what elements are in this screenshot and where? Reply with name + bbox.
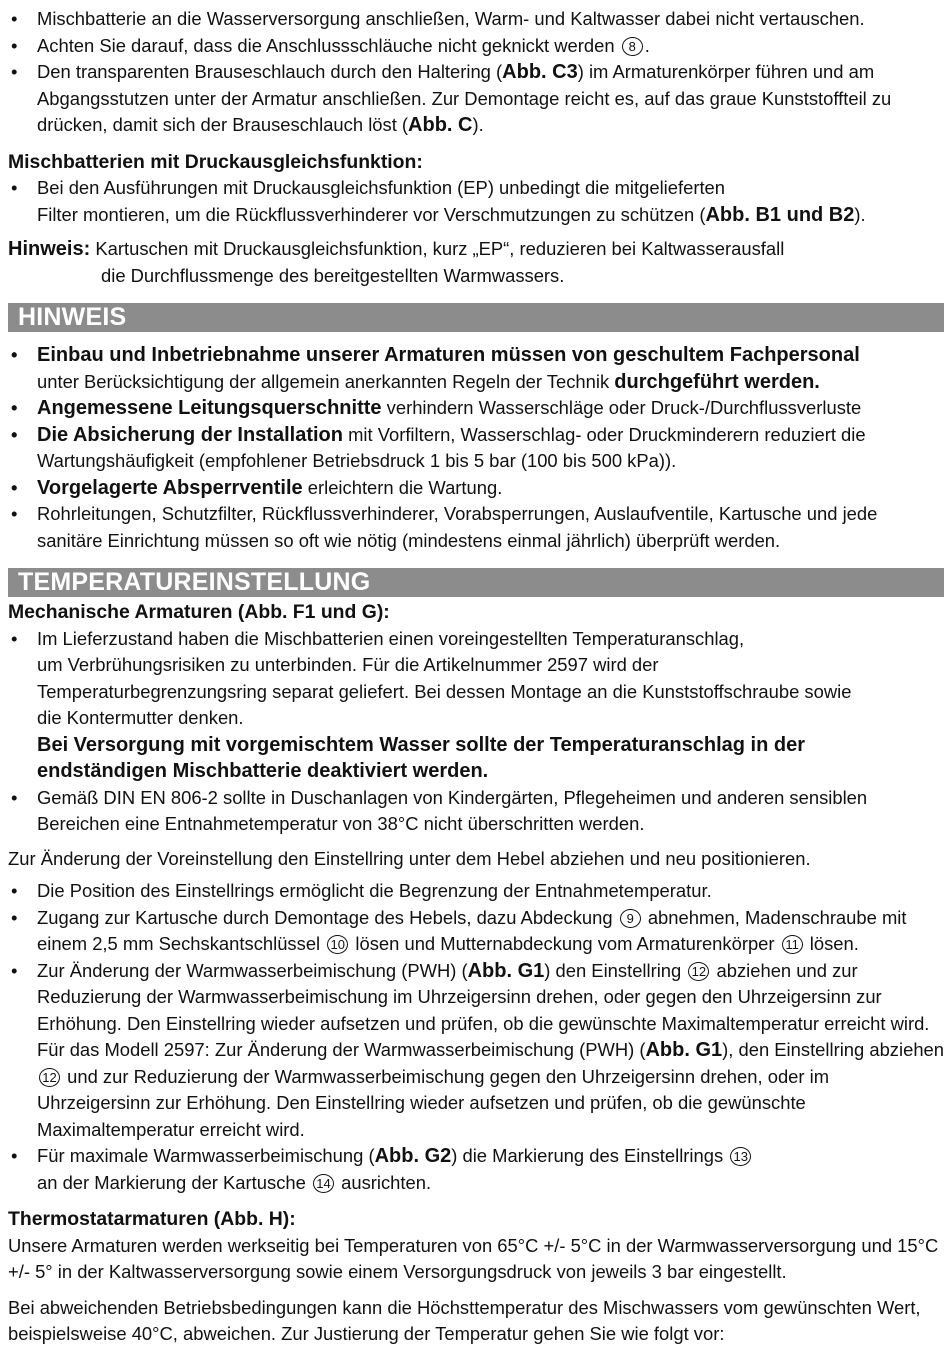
list-item xyxy=(8,905,944,958)
item-text: Temperaturbegrenzungsring separat geliefert. Bei dessen Montage an die Kunststoffschraube sowie xyxy=(37,680,852,702)
item-text: . xyxy=(644,34,650,56)
list-item xyxy=(8,958,944,1144)
item-text: Die Position des Einstellrings ermöglicht die Begrenzung der Entnahmetemperatur. xyxy=(37,880,712,901)
item-text: ) die Markierung des Einstellrings xyxy=(451,1145,724,1166)
bullet: • xyxy=(11,423,18,445)
item-text: erleichtern die Wartung. xyxy=(302,476,503,498)
callout-number: 11 xyxy=(782,935,803,954)
bullet: • xyxy=(11,906,18,928)
item-text: an der Markierung der Kartusche xyxy=(37,1171,306,1193)
figure-ref: Abb. C xyxy=(408,114,473,136)
callout-number: 14 xyxy=(313,1174,334,1193)
bullet: • xyxy=(11,34,18,56)
section-heading: Mechanische Armaturen (Abb. F1 und G): xyxy=(8,601,390,623)
item-text: abnehmen, Madenschraube mit einem 2,5 mm Sechskantschlüssel xyxy=(37,906,907,954)
item-text: Für maximale Warmwasserbeimischung ( xyxy=(37,1145,375,1166)
item-text: um Verbrühungsrisiken zu unterbinden. Für die Artikelnummer 2597 wird der xyxy=(37,654,659,675)
paragraph: Zur Änderung der Voreinstellung den Einstellring unter dem Hebel abziehen und neu positionieren. xyxy=(8,847,811,869)
list-item xyxy=(8,475,944,502)
section-bar-temperatur: TEMPERATUREINSTELLUNG xyxy=(8,568,944,597)
figure-ref: Abb. G1 xyxy=(467,959,545,982)
item-text: abziehen und zur Reduzierung der Warmwasserbeimischung im Uhrzeigersinn drehen, oder gegen den Uhrzeigersinn zur Erhöhung. Den Einstellring wieder aufsetzen und prüfen, ob die gewünschte Maximaltemperatur erreicht wird. Für das Modell 2597: Zur Änderung der Warmwasserbeimischung (PWH) ( xyxy=(37,959,930,1060)
callout-number: 13 xyxy=(730,1147,751,1166)
list-item xyxy=(8,626,944,785)
note-block xyxy=(8,236,944,289)
bullet: • xyxy=(11,880,18,901)
item-text: ). xyxy=(854,203,866,225)
callout-number: 9 xyxy=(620,909,641,928)
item-text: Den transparenten Brauseschlauch durch den Haltering ( xyxy=(37,61,503,82)
bullet: • xyxy=(11,959,18,981)
item-text-bold: durchgeführt werden. xyxy=(614,370,820,393)
list-item xyxy=(8,6,944,33)
item-text: Zugang zur Kartusche durch Demontage des Hebels, dazu Abdeckung xyxy=(37,906,613,928)
section-heading: Mischbatterien mit Druckausgleichsfunktion: xyxy=(8,150,423,173)
bullet: • xyxy=(11,627,18,649)
item-text: ausrichten. xyxy=(341,1171,432,1193)
item-text: verhindern Wasserschläge oder Druck-/Durchflussverluste xyxy=(381,397,862,418)
item-text: Rohrleitungen, Schutzfilter, Rückflussverhinderer, Vorabsperrungen, Auslaufventile, Kartusche und jede sanitäre Einrichtung müssen so oft wie nötig (mindestens einmal jährlich) überprüft werden. xyxy=(37,503,878,551)
bullet: • xyxy=(11,1145,18,1166)
item-text-bold: Die Absicherung der Installation xyxy=(37,423,343,446)
section-heading: Thermostatarmaturen (Abb. H): xyxy=(8,1208,296,1230)
item-text: ). xyxy=(472,114,484,135)
item-text: ) im Armaturenkörper führen und am Abgangsstutzen unter der Armatur anschließen. Zur Demontage reicht es, auf das graue Kunststoffteil zu drücken, damit sich der Brauseschlauch löst ( xyxy=(37,61,892,135)
item-text-bold: Angemessene Leitungsquerschnitte xyxy=(37,397,382,419)
item-text: Bei den Ausführungen mit Druckausgleichsfunktion (EP) unbedingt die mitgelieferten xyxy=(37,177,726,198)
list-item xyxy=(8,342,944,395)
note-text: die Durchflussmenge des bereitgestellten Warmwassers. xyxy=(101,264,565,286)
item-text: Mischbatterie an die Wasserversorgung anschließen, Warm- und Kaltwasser dabei nicht vertauschen. xyxy=(37,8,865,29)
item-text: ), den Einstellring abziehen xyxy=(722,1039,945,1060)
list-item xyxy=(8,422,944,475)
figure-ref: Abb. G2 xyxy=(374,1145,452,1167)
list-item xyxy=(8,395,944,422)
item-text: die Kontermutter denken. xyxy=(37,707,244,728)
bullet: • xyxy=(11,786,18,808)
list-item xyxy=(8,33,944,60)
list-item xyxy=(8,501,944,554)
item-text-bold: Bei Versorgung mit vorgemischtem Wasser sollte der Temperaturanschlag in der xyxy=(37,733,806,756)
list-item xyxy=(8,785,944,838)
item-text: ) den Einstellring xyxy=(544,959,682,981)
section-bar-hinweis: HINWEIS xyxy=(8,303,944,332)
paragraph: Unsere Armaturen werden werkseitig bei Temperaturen von 65°C +/- 5°C in der Warmwasserversorgung und 15°C +/- 5° in der Kaltwasserversorgung sowie einem Versorgungsdruck von jeweils 3 bar eingestellt. xyxy=(8,1234,939,1282)
list-item xyxy=(8,175,944,228)
settings-list xyxy=(8,878,944,1196)
item-text-bold: Einbau und Inbetriebnahme unserer Armaturen müssen von geschultem Fachpersonal xyxy=(37,344,860,366)
note-text: Kartuschen mit Druckausgleichsfunktion, kurz „EP“, reduzieren bei Kaltwasserausfall xyxy=(90,238,785,259)
bullet: • xyxy=(11,8,18,29)
bullet: • xyxy=(11,503,18,524)
callout-number: 8 xyxy=(622,37,643,56)
item-text: Gemäß DIN EN 806-2 sollte in Duschanlagen von Kindergärten, Pflegeheimen und anderen sensiblen Bereichen eine Entnahmetemperatur von 38°C nicht überschritten werden. xyxy=(37,786,868,834)
callout-number: 10 xyxy=(327,935,348,954)
list-item xyxy=(8,1143,944,1196)
callout-number: 12 xyxy=(688,962,709,981)
bullet: • xyxy=(11,476,18,498)
bullet: • xyxy=(11,61,18,82)
manual-page xyxy=(8,6,944,1348)
item-text: lösen und Mutternabdeckung vom Armaturenkörper xyxy=(355,933,775,954)
item-text: Filter montieren, um die Rückflussverhinderer vor Verschmutzungen zu schützen ( xyxy=(37,203,706,225)
bullet: • xyxy=(11,397,18,418)
item-text: und zur Reduzierung der Warmwasserbeimischung gegen den Uhrzeigersinn drehen, oder im Uhrzeigersinn zur Erhöhung. Den Einstellring wieder aufsetzen und prüfen, ob die gewünschte Maximaltemperatur erreicht wird. xyxy=(37,1065,830,1140)
bullet: • xyxy=(11,344,18,365)
bullet: • xyxy=(11,177,18,198)
item-text: Zur Änderung der Warmwasserbeimischung (PWH) ( xyxy=(37,959,468,981)
paragraph: Bei abweichenden Betriebsbedingungen kann die Höchsttemperatur des Mischwassers vom gewünschten Wert, beispielsweise 40°C, abweichen. Zur Justierung der Temperatur gehen Sie wie folgt vor: xyxy=(8,1296,921,1344)
figure-ref: Abb. G1 xyxy=(645,1039,723,1061)
figure-ref: Abb. B1 und B2 xyxy=(705,203,855,226)
item-text: Im Lieferzustand haben die Mischbatterien einen voreingestellten Temperaturanschlag, xyxy=(37,627,745,649)
item-text: unter Berücksichtigung der allgemein anerkannten Regeln der Technik xyxy=(37,370,615,392)
list-item xyxy=(8,59,944,139)
item-text-bold: endständigen Mischbatterie deaktiviert werden. xyxy=(37,760,489,782)
item-text: mit Vorfiltern, Wasserschlag- oder Druckminderern reduziert die Wartungshäufigkeit (empfohlener Betriebsdruck 1 bis 5 bar (100 bis 500 kPa)). xyxy=(37,423,866,471)
figure-ref: Abb. C3 xyxy=(502,61,578,83)
list-item xyxy=(8,878,944,905)
item-text: lösen. xyxy=(809,933,859,954)
note-label: Hinweis: xyxy=(8,238,91,260)
item-text: Achten Sie darauf, dass die Anschlussschläuche nicht geknickt werden xyxy=(37,34,615,56)
callout-number: 12 xyxy=(39,1068,60,1087)
hinweis-list xyxy=(8,342,944,554)
item-text-bold: Vorgelagerte Absperrventile xyxy=(37,476,303,499)
